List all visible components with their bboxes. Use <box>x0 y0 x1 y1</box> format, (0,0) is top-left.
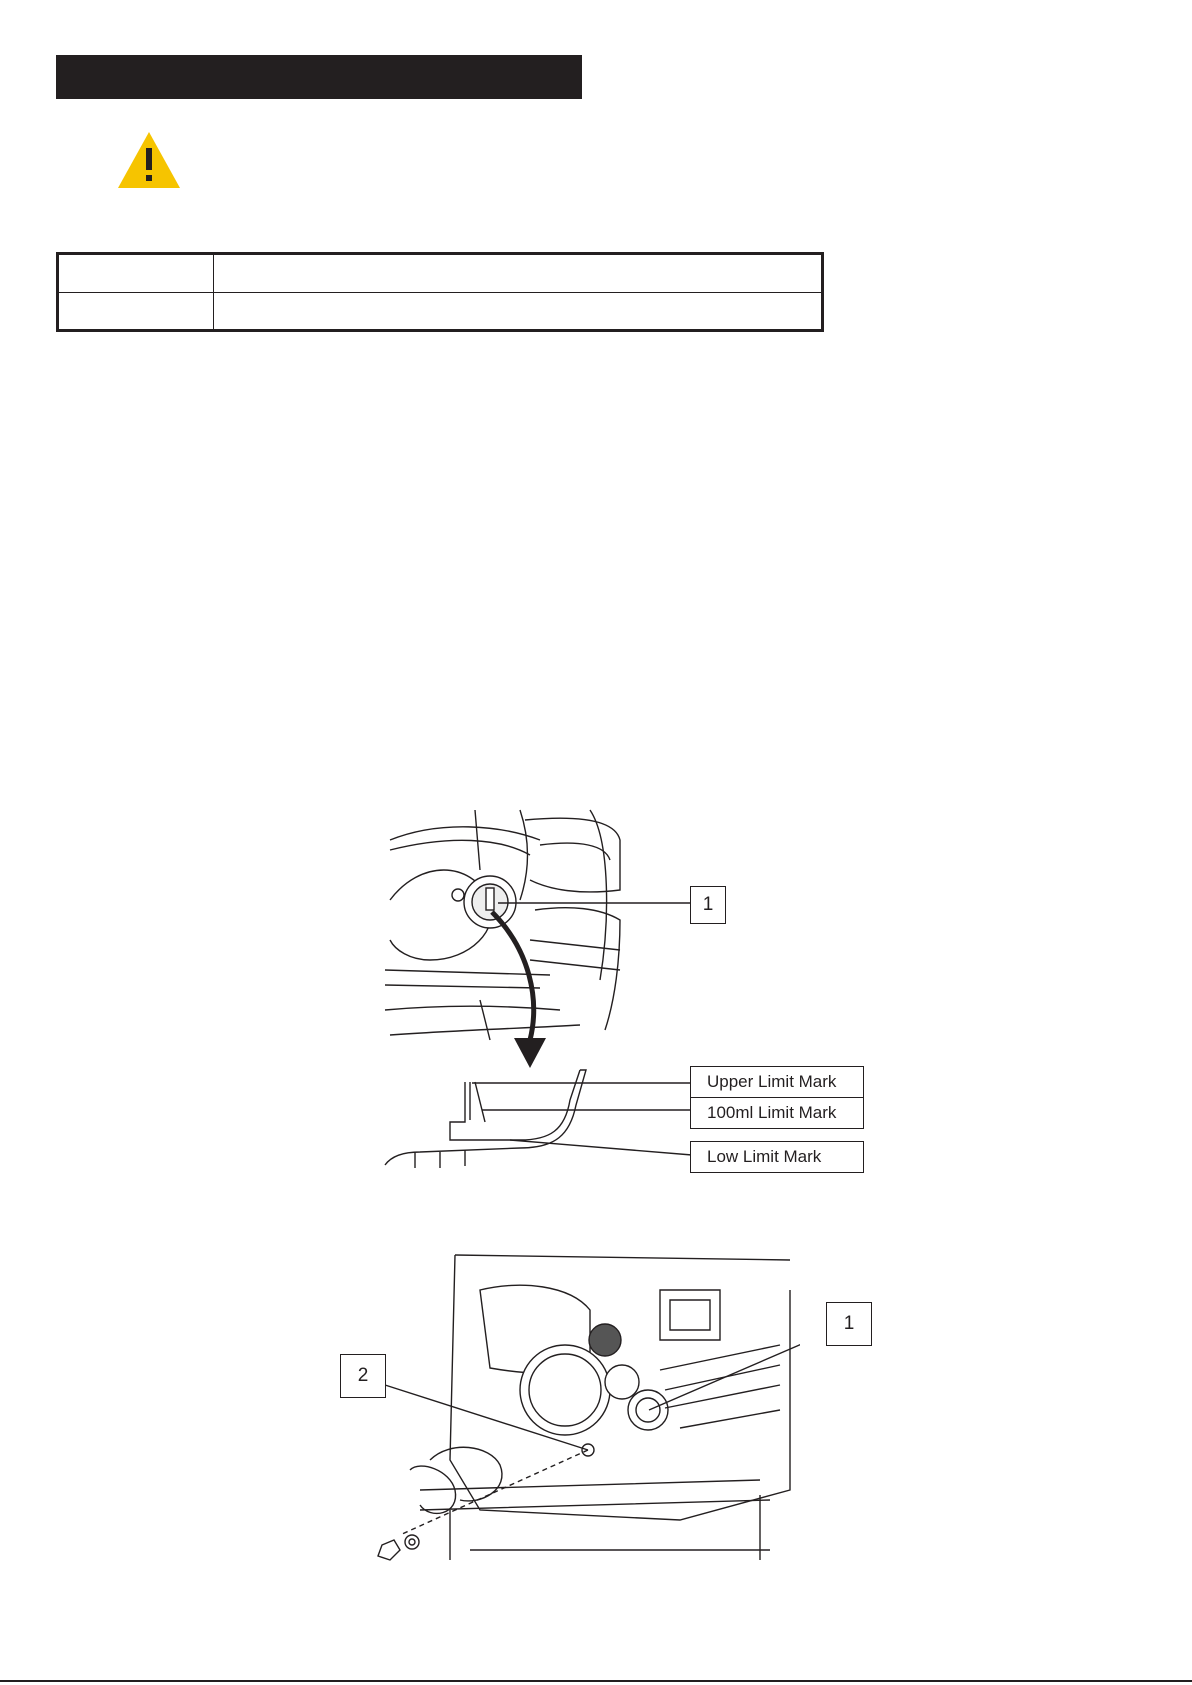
oil-drain-figure <box>360 1250 800 1570</box>
spec-table <box>56 252 824 332</box>
table-row <box>58 292 823 331</box>
low-limit-mark-label: Low Limit Mark <box>690 1141 864 1173</box>
table-cell <box>58 254 214 293</box>
callout-1: 1 <box>826 1302 872 1346</box>
footer-rule <box>0 1680 1192 1682</box>
table-cell <box>214 292 823 331</box>
warning-triangle-icon <box>116 130 182 190</box>
section-header-bar <box>56 55 582 99</box>
upper-limit-mark-label: Upper Limit Mark <box>690 1066 864 1098</box>
callout-1: 1 <box>690 886 726 924</box>
table-row <box>58 254 823 293</box>
table-cell <box>58 292 214 331</box>
100ml-limit-mark-label: 100ml Limit Mark <box>690 1097 864 1129</box>
table-cell <box>214 254 823 293</box>
callout-2: 2 <box>340 1354 386 1398</box>
